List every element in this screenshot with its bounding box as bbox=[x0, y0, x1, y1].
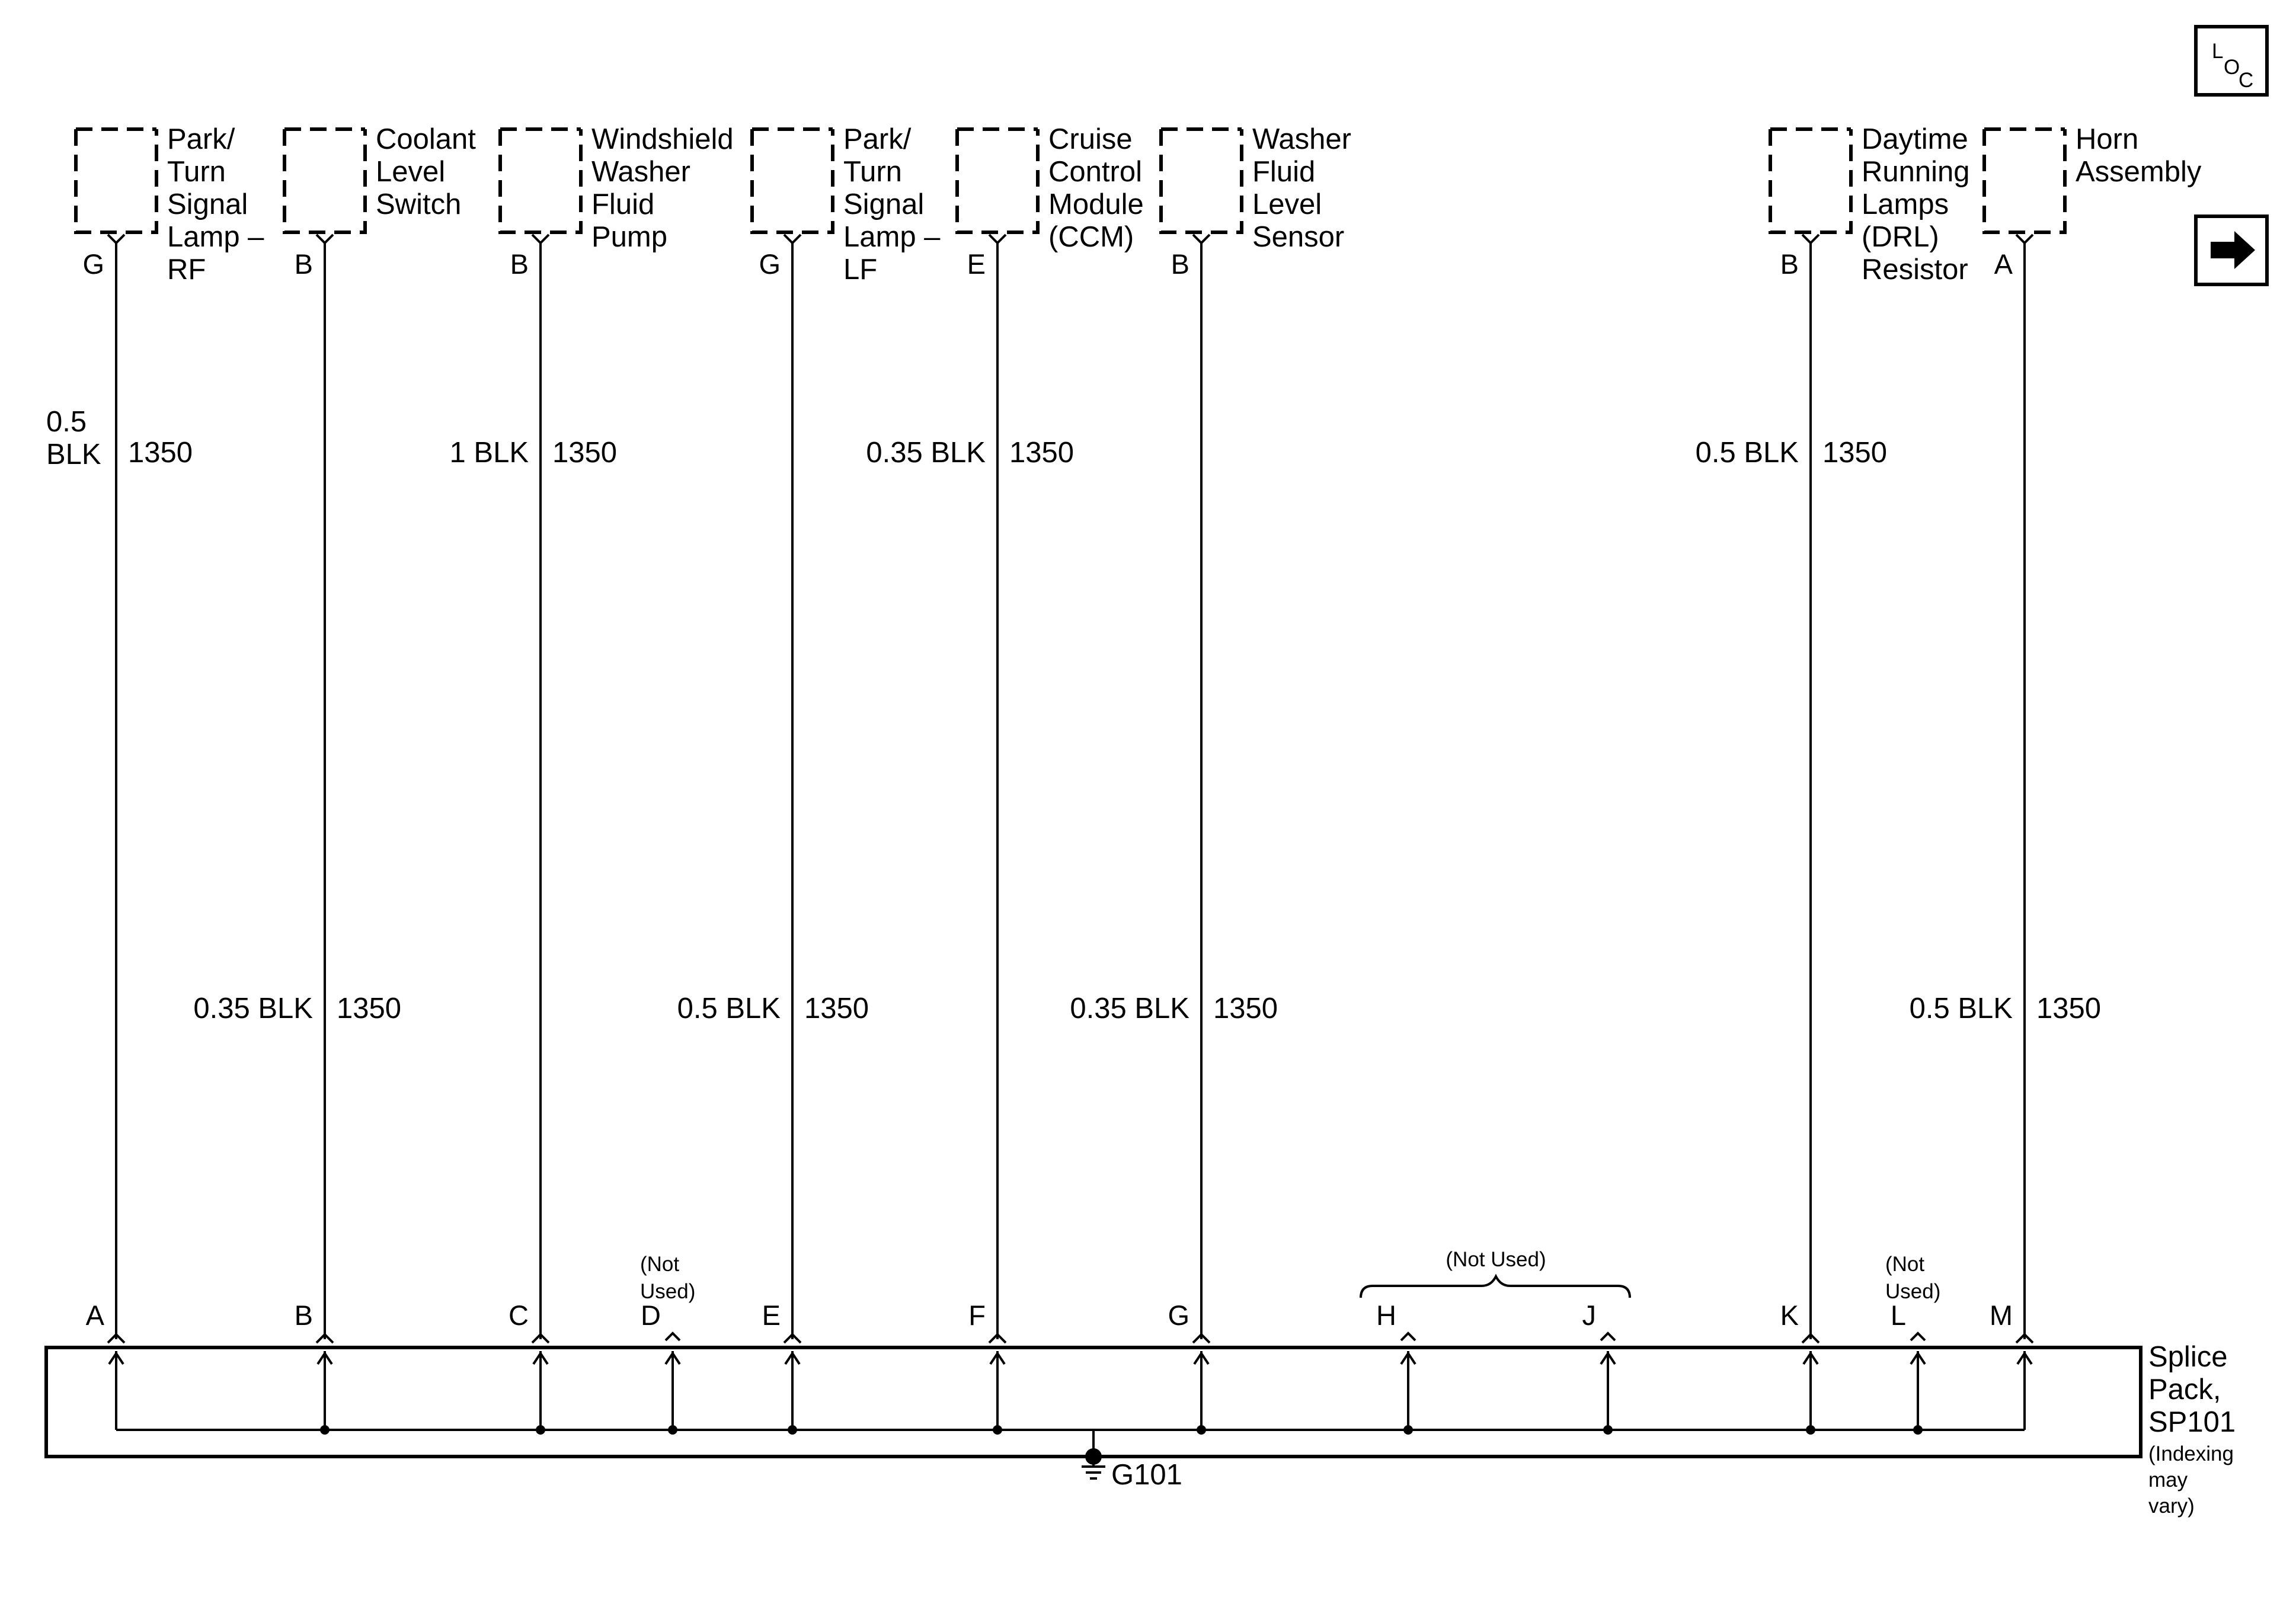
component-label-line: Control bbox=[1048, 156, 1142, 188]
ground-node bbox=[1085, 1448, 1102, 1465]
component-coolant-level-switch bbox=[193, 123, 476, 1343]
arrow-shape bbox=[2211, 231, 2255, 269]
component-label-line: Coolant bbox=[376, 123, 476, 155]
components bbox=[46, 123, 2202, 1343]
connector-chevron-icon bbox=[2016, 235, 2033, 243]
component-label-line: Fluid bbox=[1252, 156, 1316, 188]
loc-letter: C bbox=[2239, 69, 2254, 92]
component-drl-resistor bbox=[1696, 123, 1970, 1343]
brace-icon bbox=[1361, 1276, 1630, 1298]
component-label-line: Windshield bbox=[591, 123, 734, 155]
component-box bbox=[284, 129, 365, 232]
component-pin-label: G bbox=[759, 248, 781, 280]
connector-chevron-icon bbox=[784, 235, 801, 243]
splice-pin-label: E bbox=[762, 1299, 781, 1331]
component-label-line: Washer bbox=[591, 156, 691, 188]
splice-pin-label: F bbox=[968, 1299, 986, 1331]
splice-pin-label: B bbox=[294, 1299, 313, 1331]
connector-chevron-icon bbox=[108, 235, 124, 243]
splice-pack bbox=[46, 1248, 2236, 1518]
component-pin-label: G bbox=[82, 248, 104, 280]
wire-size-color-label: 0.35 BLK bbox=[866, 437, 986, 469]
component-label-line: RF bbox=[167, 254, 206, 286]
wire-size-label: 0.5 bbox=[46, 406, 87, 438]
unused-pin-chevron-icon bbox=[666, 1333, 680, 1340]
component-label-line: Turn bbox=[843, 156, 902, 188]
wire-size-color-label: 0.35 BLK bbox=[193, 993, 313, 1025]
component-label-line: Lamp – bbox=[167, 221, 264, 253]
splice-pin-label: D bbox=[641, 1299, 661, 1331]
unused-pin-chevron-icon bbox=[1911, 1333, 1925, 1340]
circuit-number-label: 1350 bbox=[1822, 437, 1888, 469]
not-used-note: (Not bbox=[1885, 1253, 1925, 1276]
component-pin-label: A bbox=[1994, 248, 2013, 280]
component-label-line: Daytime bbox=[1862, 123, 1968, 155]
component-box bbox=[752, 129, 833, 232]
loc-icon[interactable] bbox=[2196, 27, 2267, 95]
component-box bbox=[1984, 129, 2065, 232]
component-pin-label: B bbox=[1171, 248, 1189, 280]
unused-pin-chevron-icon bbox=[1401, 1333, 1415, 1340]
component-label-line: Signal bbox=[167, 188, 248, 220]
not-used-note: (Not bbox=[640, 1253, 680, 1276]
splice-pack-note: vary) bbox=[2148, 1494, 2195, 1518]
component-label-line: Park/ bbox=[167, 123, 235, 155]
wire-size-color-label: 0.5 BLK bbox=[1695, 437, 1799, 469]
splice-pack-label: Pack, bbox=[2148, 1374, 2221, 1406]
splice-pack-note: (Indexing bbox=[2148, 1442, 2234, 1465]
splice-pin-label: H bbox=[1376, 1299, 1396, 1331]
splice-pin-label: C bbox=[509, 1299, 529, 1331]
component-box bbox=[76, 129, 156, 232]
unused-pin-H bbox=[1376, 1299, 1415, 1340]
connector-chevron-icon bbox=[1802, 235, 1819, 243]
component-label-line: Module bbox=[1048, 188, 1144, 220]
component-label-line: Cruise bbox=[1048, 123, 1133, 155]
splice-pack-label: Splice bbox=[2148, 1341, 2228, 1373]
splice-pin-label: J bbox=[1582, 1299, 1596, 1331]
component-label-line: Level bbox=[1252, 188, 1322, 220]
component-cruise-control-module bbox=[866, 123, 1143, 1343]
connector-chevron-icon bbox=[1193, 235, 1210, 243]
splice-pack-note: may bbox=[2148, 1468, 2188, 1491]
component-pin-label: B bbox=[1780, 248, 1799, 280]
component-label-line: Fluid bbox=[591, 188, 655, 220]
splice-pin-label: A bbox=[85, 1299, 104, 1331]
wire-size-color-label: 0.35 BLK bbox=[1070, 993, 1189, 1025]
component-park-turn-lf bbox=[677, 123, 941, 1343]
splice-pin-label: M bbox=[1989, 1299, 2013, 1331]
component-label-line: Level bbox=[376, 156, 446, 188]
component-label-line: Lamps bbox=[1862, 188, 1949, 220]
wire-size-color-label: 0.5 BLK bbox=[677, 993, 781, 1025]
component-label-line: (CCM) bbox=[1048, 221, 1134, 253]
not-used-brace bbox=[1361, 1248, 1630, 1298]
unused-pin-L bbox=[1885, 1253, 1940, 1340]
circuit-number-label: 1350 bbox=[1213, 993, 1278, 1025]
component-box bbox=[500, 129, 581, 232]
circuit-number-label: 1350 bbox=[804, 993, 869, 1025]
ground-label: G101 bbox=[1111, 1459, 1182, 1491]
not-used-note: Used) bbox=[640, 1280, 696, 1303]
splice-pin-label: L bbox=[1890, 1299, 1906, 1331]
not-used-note: (Not Used) bbox=[1446, 1248, 1546, 1271]
component-box bbox=[1770, 129, 1851, 232]
wire-size-color-label: 0.5 BLK bbox=[1909, 993, 2013, 1025]
component-label-line: Pump bbox=[591, 221, 668, 253]
ground-g101 bbox=[1082, 1430, 1182, 1491]
circuit-number-label: 1350 bbox=[2036, 993, 2102, 1025]
wire-color-label: BLK bbox=[46, 438, 101, 470]
component-label-line: LF bbox=[843, 254, 878, 286]
component-park-turn-rf bbox=[46, 123, 264, 1343]
component-label-line: Resistor bbox=[1862, 254, 1968, 286]
splice-pin-label: K bbox=[1780, 1299, 1799, 1331]
not-used-note: Used) bbox=[1885, 1280, 1941, 1303]
component-pin-label: B bbox=[294, 248, 313, 280]
connector-chevron-icon bbox=[989, 235, 1006, 243]
splice-pin-label: G bbox=[1168, 1299, 1189, 1331]
component-label-line: Signal bbox=[843, 188, 925, 220]
component-washer-fluid-level-sensor bbox=[1070, 123, 1351, 1343]
component-label-line: Lamp – bbox=[843, 221, 941, 253]
arrow-right-icon[interactable] bbox=[2196, 216, 2267, 284]
component-pin-label: E bbox=[967, 248, 986, 280]
page-icons bbox=[2196, 27, 2267, 284]
unused-pin-D bbox=[640, 1253, 695, 1340]
component-label-line: Running bbox=[1862, 156, 1970, 188]
component-label-line: Sensor bbox=[1252, 221, 1345, 253]
component-label-line: Horn bbox=[2076, 123, 2139, 155]
component-label-line: Washer bbox=[1252, 123, 1352, 155]
loc-letter: L bbox=[2212, 40, 2224, 63]
component-label-line: Assembly bbox=[2076, 156, 2202, 188]
component-label-line: Park/ bbox=[843, 123, 912, 155]
circuit-number-label: 1350 bbox=[128, 437, 193, 469]
unused-pin-chevron-icon bbox=[1601, 1333, 1615, 1340]
splice-pack-label: SP101 bbox=[2148, 1406, 2236, 1438]
circuit-number-label: 1350 bbox=[337, 993, 402, 1025]
connector-chevron-icon bbox=[316, 235, 333, 243]
component-pin-label: B bbox=[510, 248, 529, 280]
component-windshield-washer-pump bbox=[450, 123, 734, 1343]
circuit-number-label: 1350 bbox=[552, 437, 618, 469]
component-label-line: (DRL) bbox=[1862, 221, 1939, 253]
loc-letter: O bbox=[2224, 56, 2240, 79]
component-box bbox=[957, 129, 1038, 232]
wire-size-color-label: 1 BLK bbox=[449, 437, 529, 469]
component-label-line: Switch bbox=[376, 188, 462, 220]
unused-pin-J bbox=[1582, 1299, 1616, 1340]
component-label-line: Turn bbox=[167, 156, 226, 188]
component-box bbox=[1161, 129, 1242, 232]
component-horn-assembly bbox=[1910, 123, 2202, 1343]
circuit-number-label: 1350 bbox=[1009, 437, 1075, 469]
connector-chevron-icon bbox=[532, 235, 549, 243]
